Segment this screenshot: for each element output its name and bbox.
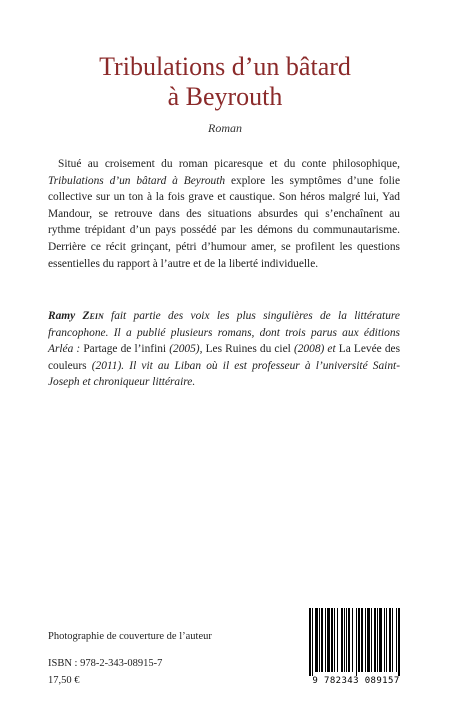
barcode-bar [312,608,313,676]
barcode-bar [367,608,370,672]
barcode-bar [396,608,397,672]
photo-credit: Photographie de couverture de l’auteur [48,631,212,642]
bio-year-1: (2005), [166,343,206,356]
barcode-bars-icon [303,606,409,678]
author-last-name: Zein [82,310,104,322]
barcode-bar [361,608,363,672]
barcode-bar [337,608,338,672]
barcode-bar [389,608,391,672]
barcode-bar [315,608,318,672]
barcode-number: 9 782343 089157 [312,676,400,686]
book-title [0,52,450,112]
book-title-line-1: Tribulations d’un bâtard [99,52,351,81]
barcode-bar [356,608,357,676]
author-bio-paragraph [48,308,400,391]
barcode-bar [392,608,393,672]
bio-book-2: Les Ruines du ciel [205,343,291,356]
barcode-bar [321,608,323,672]
author-first-name: Ramy [48,310,76,322]
barcode [303,606,409,696]
book-title-line-2: à Beyrouth [167,82,283,111]
barcode-bar [371,608,372,672]
bio-year-2: (2008) et [290,343,339,356]
barcode-bar [344,608,345,672]
price-label: 17,50 € [48,675,80,686]
summary-paragraph [48,156,400,272]
barcode-bar [346,608,347,672]
bio-book-3: La Levée des couleurs [48,343,401,372]
summary-text-2: explore les symptômes d’une folie collective sur un ton à la fois grave et caustique. Son héros malgré lui, Yad Mandour, se retrouve dans des situations absurdes qui s’enchaînent au rythme trépidant d’un pays possédé par les démons du communautarisme. Derrière ce récit grinçant, pétri d’humour amer, se profilent les questions essentielles du rapport à l’autre et de la liberté individuelle. [48,174,400,270]
barcode-bar [309,608,311,676]
isbn-label: ISBN : 978-2-343-08915-7 [48,658,163,669]
barcode-bar [331,608,333,672]
barcode-bar [365,608,366,672]
summary-book-title: Tribulations d’un bâtard à Beyrouth [48,174,226,187]
genre-label: Roman [208,121,242,135]
barcode-bar [327,608,330,672]
summary-text-1: Situé au croisement du roman picaresque et du conte philosophique, [58,158,400,170]
barcode-bar [319,608,320,672]
barcode-bar [334,608,335,672]
barcode-bar [341,608,343,672]
barcode-bar [384,608,385,672]
barcode-bar [358,608,360,672]
bio-text-2: (2011). Il vit au Liban où il est professeur à l’université Saint-Joseph et chroniqueur littéraire. [48,359,400,389]
barcode-bar [374,608,376,672]
bio-text-1: fait partie des voix les plus singulières de la littérature francophone. Il a publié plusieurs romans, dont trois parus aux éditions Arléa : [48,310,400,356]
bio-book-1: Partage de l’infini [83,343,167,356]
barcode-bar [352,608,353,672]
barcode-bar [348,608,350,672]
barcode-bar [379,608,382,672]
barcode-bar [325,608,326,672]
barcode-bar [386,608,387,672]
barcode-bar [398,608,400,676]
barcode-bar [377,608,378,672]
